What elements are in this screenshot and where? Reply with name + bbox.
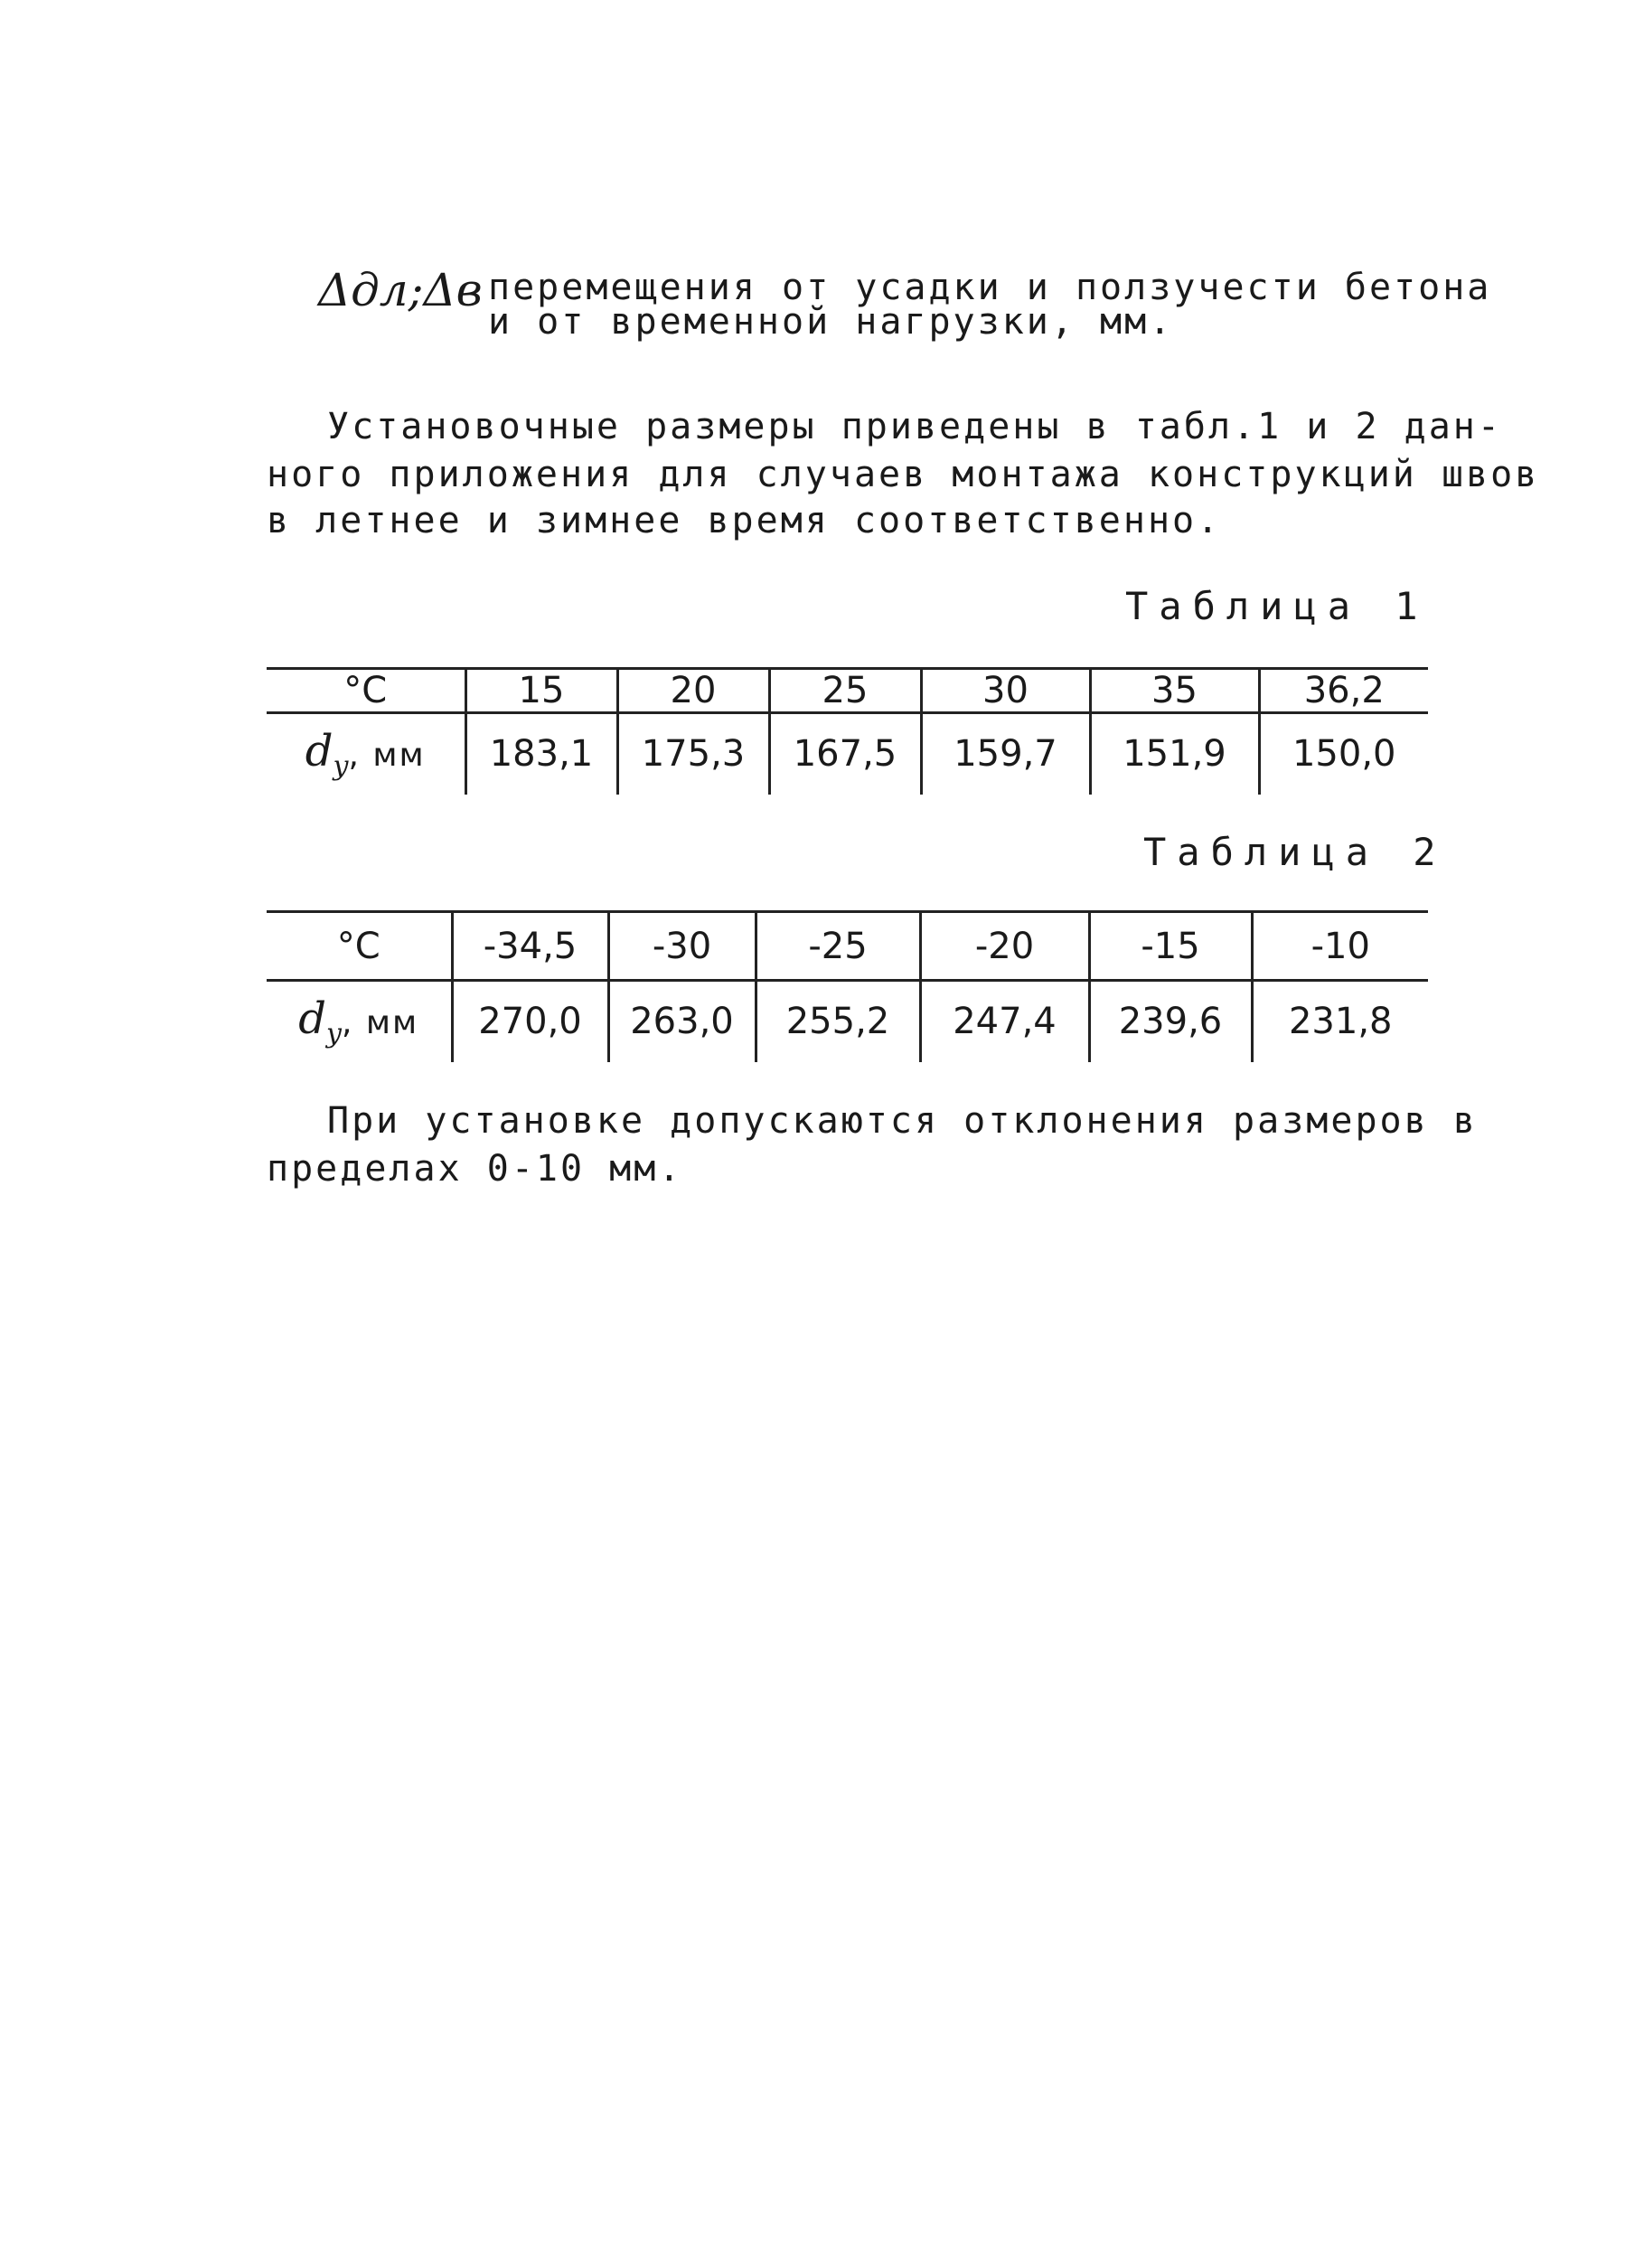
table-1-header-cell: 25	[769, 669, 921, 713]
table-1-value-row	[267, 713, 1428, 795]
table-2-caption: Таблица 2	[1143, 830, 1447, 874]
table-1-header-row	[267, 669, 1428, 713]
table-2-header-cell: -34,5	[452, 912, 608, 981]
table-2-value-row	[267, 981, 1428, 1062]
table-2-header-cell: -10	[1252, 912, 1428, 981]
definition-line-1: перемещения от усадки и ползучести бетона	[488, 267, 1492, 308]
table-2-value-cell: 247,4	[920, 981, 1089, 1062]
table-1	[267, 667, 1428, 795]
table-1-header-cell: 30	[921, 669, 1090, 713]
table-1-row-label	[267, 713, 465, 795]
table-2-header-row	[267, 912, 1428, 981]
table-1-caption: Таблица 1	[1125, 584, 1429, 628]
table-1-value-cell: 183,1	[465, 713, 617, 795]
table-1-value-cell: 159,7	[921, 713, 1090, 795]
definition-line-2: и от временной нагрузки, мм.	[488, 301, 1174, 343]
table-2	[267, 910, 1428, 1062]
paragraph-2-line-1: При установке допускаются отклонения размеров в	[327, 1100, 1478, 1142]
diameter-symbol: d	[305, 726, 333, 777]
table-1-header-cell: 15	[465, 669, 617, 713]
table-2-value-cell: 255,2	[756, 981, 920, 1062]
unit-label: , мм	[341, 1004, 419, 1042]
table-2-header-cell: -20	[920, 912, 1089, 981]
table-2-value-cell: 263,0	[608, 981, 756, 1062]
table-2-header-label: °C	[267, 912, 452, 981]
table-2-value-cell: 270,0	[452, 981, 608, 1062]
displacement-symbol: Δдл;Δв	[318, 264, 483, 316]
table-1-value-cell: 175,3	[617, 713, 769, 795]
table-1-value-cell: 151,9	[1090, 713, 1259, 795]
diameter-subscript: y	[333, 750, 349, 783]
table-1-header-label: °C	[267, 669, 465, 713]
diameter-subscript: y	[326, 1018, 342, 1050]
paragraph-1-line-2: ного приложения для случаев монтажа конструкций швов	[267, 454, 1540, 495]
table-2-header-cell: -25	[756, 912, 920, 981]
paragraph-2-line-2: пределах 0-10 мм.	[267, 1148, 683, 1190]
table-2-header-cell: -15	[1089, 912, 1252, 981]
paragraph-1-line-1: Установочные размеры приведены в табл.1 и 2 дан-	[327, 406, 1502, 447]
table-2-header-cell: -30	[608, 912, 756, 981]
table-2-row-label	[267, 981, 452, 1062]
table-2-value-cell: 231,8	[1252, 981, 1428, 1062]
table-1-header-cell: 36,2	[1259, 669, 1428, 713]
paragraph-1-line-3: в летнее и зимнее время соответственно.	[267, 500, 1222, 541]
diameter-symbol: d	[298, 993, 327, 1045]
table-1-value-cell: 150,0	[1259, 713, 1428, 795]
table-1-header-cell: 20	[617, 669, 769, 713]
unit-label: , мм	[348, 737, 426, 775]
table-2-value-cell: 239,6	[1089, 981, 1252, 1062]
table-1-header-cell: 35	[1090, 669, 1259, 713]
table-1-value-cell: 167,5	[769, 713, 921, 795]
